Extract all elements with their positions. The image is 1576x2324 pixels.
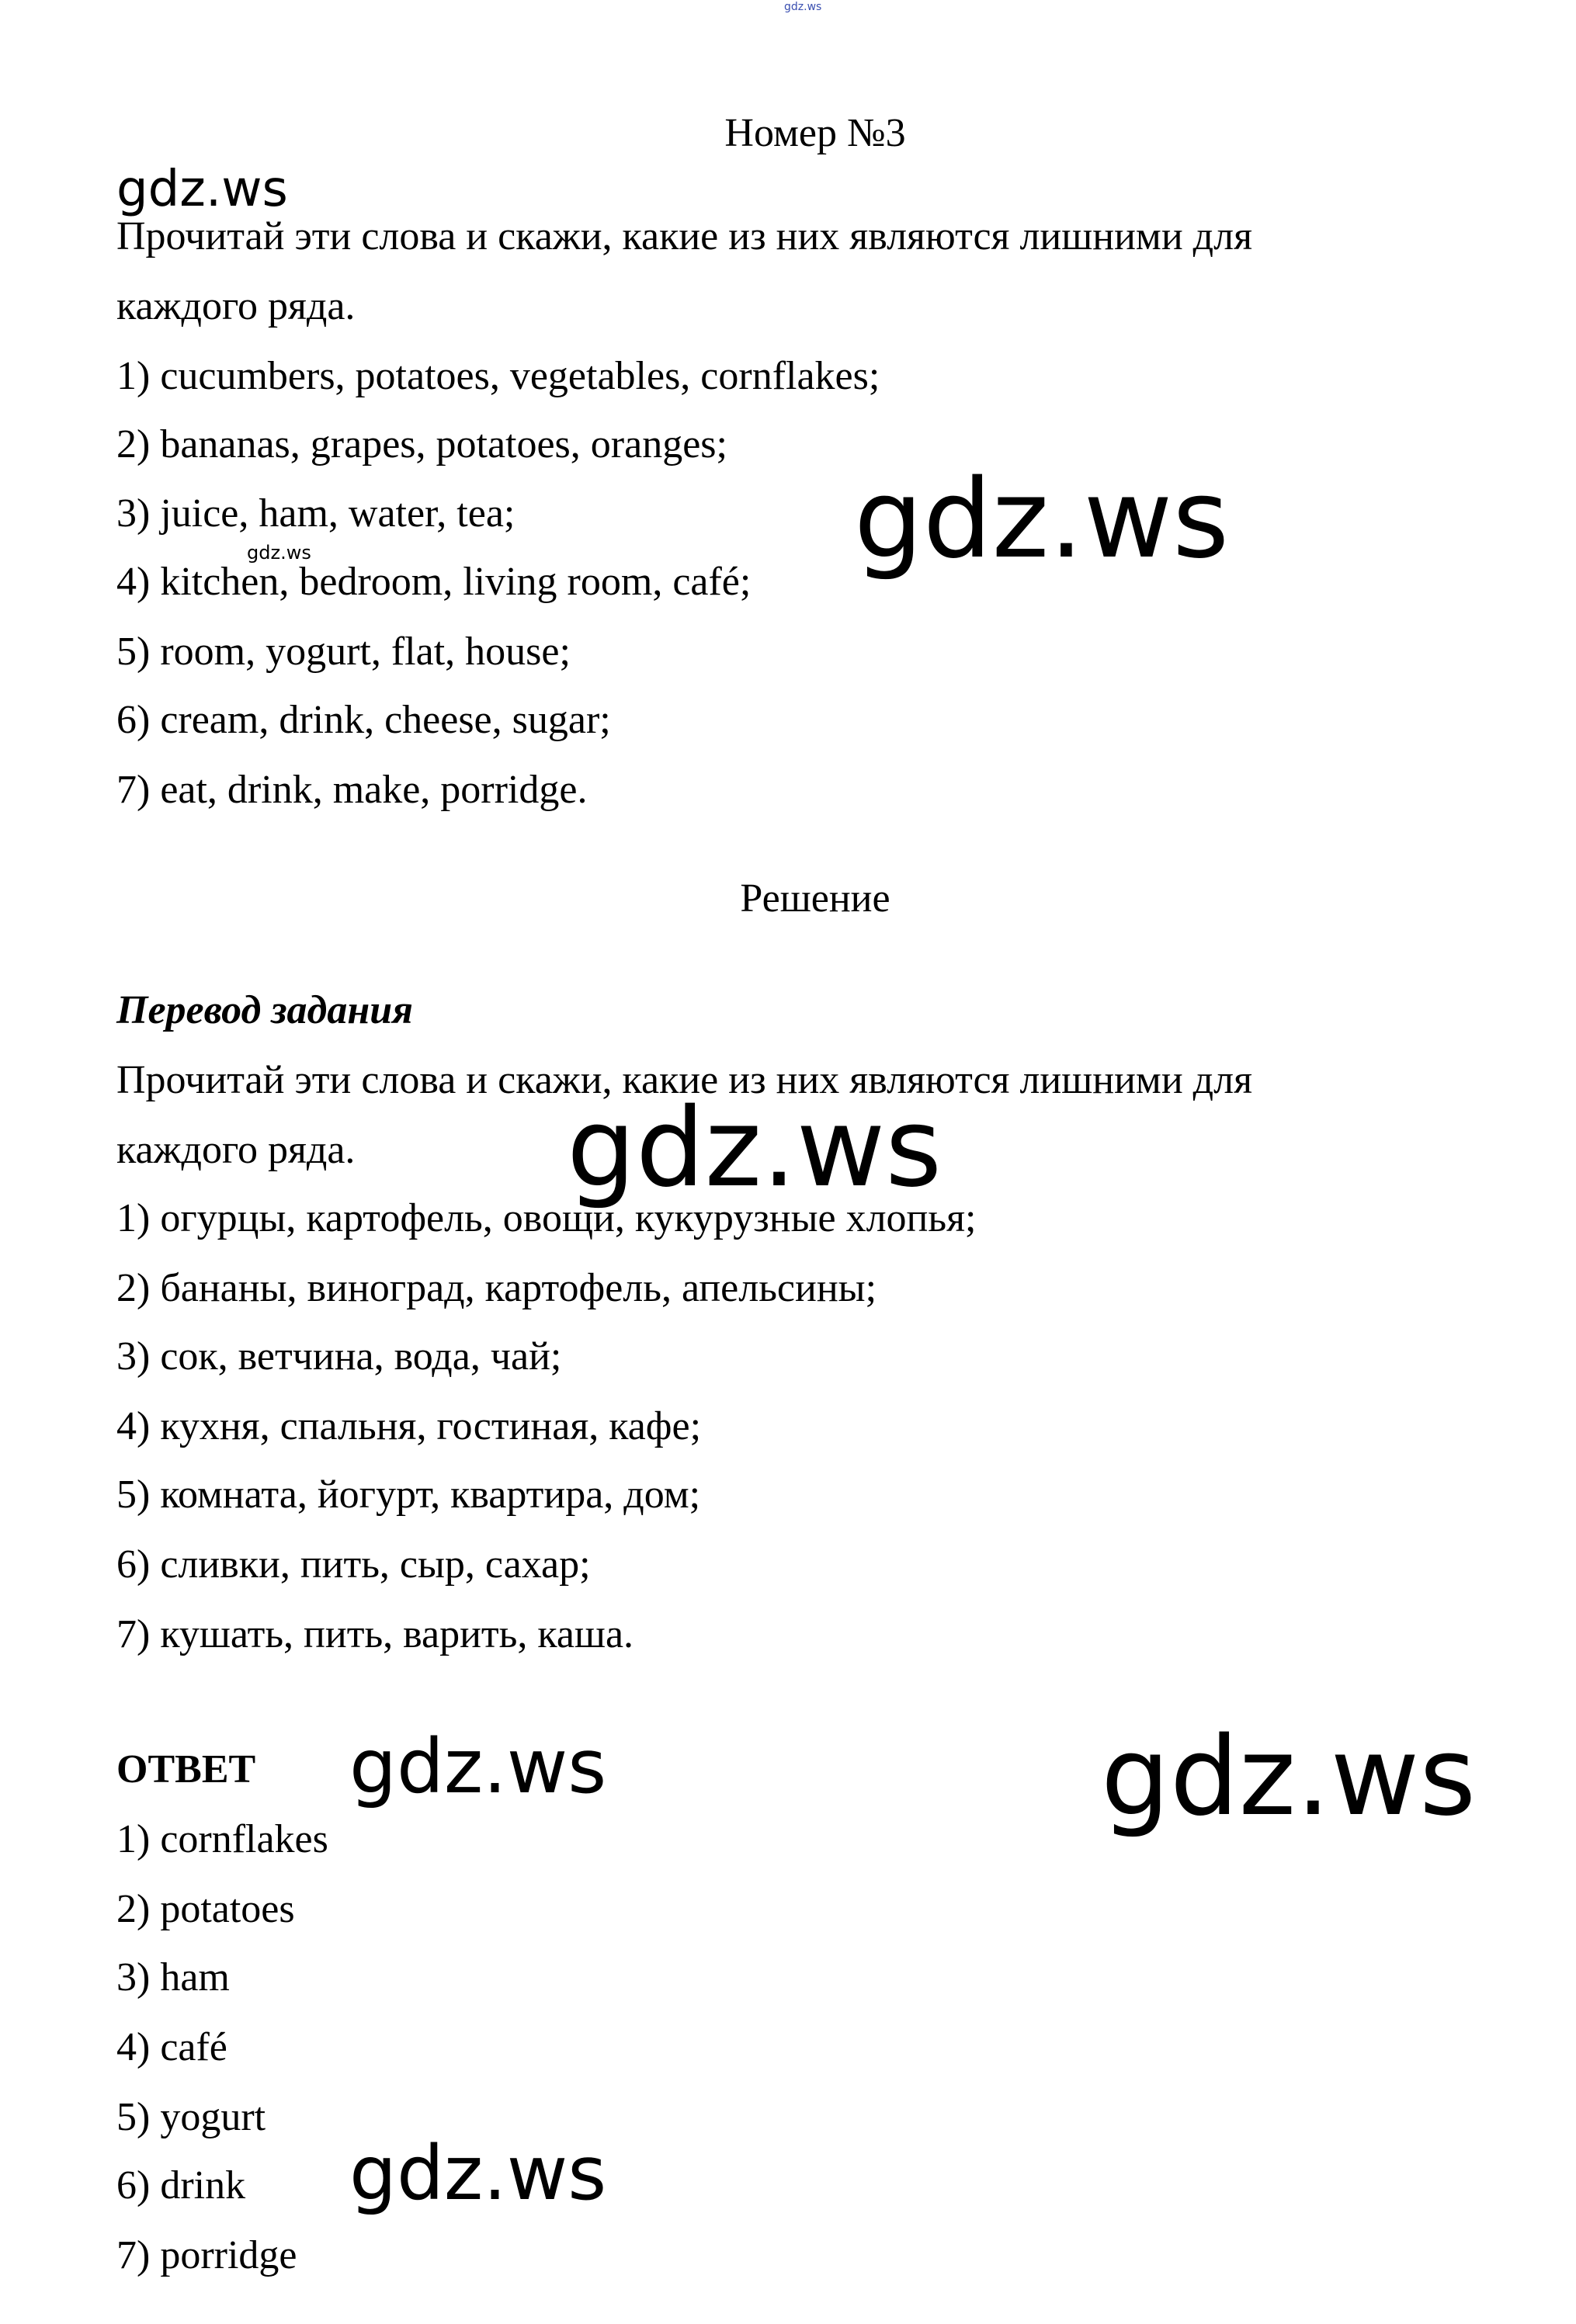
task-instruction-line-2: каждого ряда. <box>116 284 356 328</box>
task-item: 2) bananas, grapes, potatoes, oranges; <box>116 422 727 467</box>
task-instruction-line-1: Прочитай эти слова и скажи, какие из них являются лишними для <box>116 214 1252 258</box>
watermark-bottom: gdz.ws <box>349 2130 607 2217</box>
task-item: 6) cream, drink, cheese, sugar; <box>116 698 611 742</box>
translation-instruction-line-2: каждого ряда. <box>116 1128 356 1172</box>
answer-heading: ОТВЕТ <box>116 1747 256 1792</box>
task-item: 1) cucumbers, potatoes, vegetables, cornflakes; <box>116 354 880 398</box>
answer-item: 1) cornflakes <box>116 1817 328 1861</box>
answer-item: 7) porridge <box>116 2233 297 2277</box>
watermark-tiny-top: gdz.ws <box>784 1 822 13</box>
translation-heading: Перевод задания <box>116 988 413 1032</box>
translation-item: 7) кушать, пить, варить, каша. <box>116 1612 634 1656</box>
task-title: Номер №3 <box>724 111 906 155</box>
watermark-large-translation: gdz.ws <box>567 1085 942 1212</box>
translation-item: 4) кухня, спальня, гостиная, кафе; <box>116 1404 702 1448</box>
task-item: 5) room, yogurt, flat, house; <box>116 630 571 674</box>
answer-item: 4) café <box>116 2025 227 2069</box>
translation-item: 5) комната, йогурт, квартира, дом; <box>116 1472 701 1517</box>
watermark-top-left: gdz.ws <box>116 161 288 218</box>
task-item: 3) juice, ham, water, tea; <box>116 491 515 536</box>
watermark-small-task: gdz.ws <box>247 542 311 564</box>
translation-item: 2) бананы, виноград, картофель, апельсины; <box>116 1266 877 1310</box>
watermark-large-answer: gdz.ws <box>1101 1714 1477 1840</box>
watermark-answer-heading: gdz.ws <box>349 1723 607 1810</box>
task-item: 4) kitchen, bedroom, living room, café; <box>116 560 752 604</box>
answer-item: 3) ham <box>116 1955 230 2000</box>
translation-item: 3) сок, ветчина, вода, чай; <box>116 1334 562 1379</box>
translation-item: 1) огурцы, картофель, овощи, кукурузные хлопья; <box>116 1196 977 1240</box>
answer-item: 2) potatoes <box>116 1887 295 1931</box>
translation-instruction-line-1: Прочитай эти слова и скажи, какие из них являются лишними для <box>116 1058 1252 1102</box>
task-item: 7) eat, drink, make, porridge. <box>116 768 588 812</box>
solution-heading: Решение <box>740 876 890 921</box>
watermark-large-task: gdz.ws <box>854 456 1230 583</box>
answer-item: 5) yogurt <box>116 2095 266 2139</box>
translation-item: 6) сливки, пить, сыр, сахар; <box>116 1542 591 1587</box>
answer-item: 6) drink <box>116 2163 246 2208</box>
